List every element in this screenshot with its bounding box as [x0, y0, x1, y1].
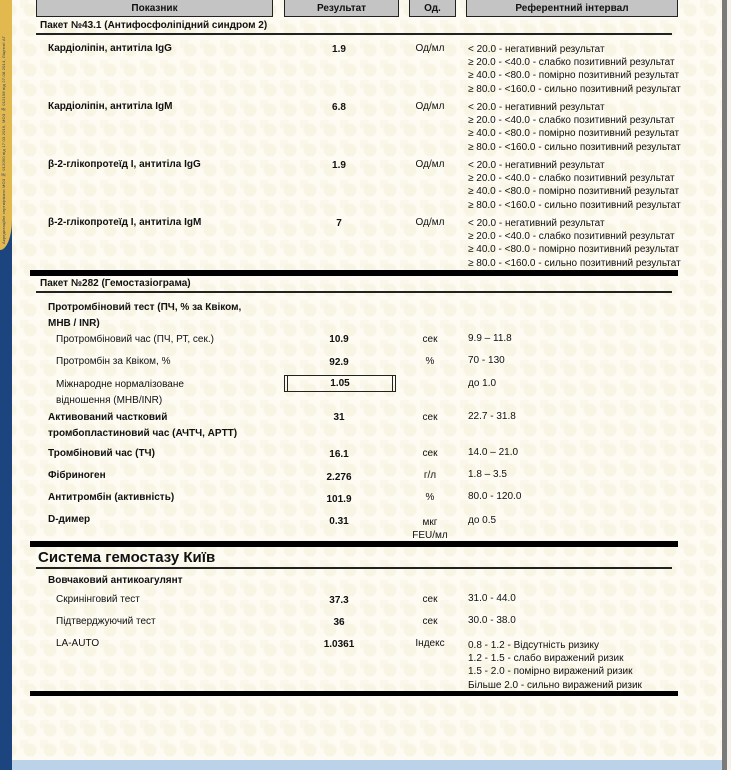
- reference-interval: 9.9 – 11.8: [468, 333, 512, 344]
- test-result: 1.9: [332, 160, 346, 171]
- test-group-name: Вовчаковий антикоагулянт: [48, 575, 183, 586]
- test-unit: Од/мл: [415, 43, 445, 54]
- ref-line: ≥ 80.0 - <160.0 - сильно позитивний результат: [468, 257, 681, 269]
- reference-interval: 70 - 130: [468, 355, 505, 366]
- test-result: 37.3: [329, 595, 349, 606]
- reference-interval: 30.0 - 38.0: [468, 615, 516, 626]
- test-name: Тромбіновий час (ТЧ): [48, 448, 155, 459]
- test-result-flagged: 1.05: [284, 375, 396, 392]
- test-name: [48, 410, 237, 442]
- test-name: β-2-глікопротеїд I, антитіла IgM: [48, 217, 202, 228]
- test-name: Протромбіновий час (ПЧ, РТ, сек.): [56, 334, 214, 345]
- test-unit: Од/мл: [415, 101, 445, 112]
- unit-line: мкг: [422, 517, 438, 528]
- reference-interval: 1.8 – 3.5: [468, 469, 507, 480]
- test-unit: Індекс: [415, 638, 445, 649]
- test-name: Скринінговий тест: [56, 594, 140, 605]
- reference-interval: 22.7 - 31.8: [468, 411, 516, 422]
- package-title: Пакет №282 (Гемостазіограма): [40, 278, 191, 289]
- header-unit: Од.: [409, 0, 456, 17]
- test-result: 16.1: [329, 449, 349, 460]
- header-indicator: Показник: [36, 0, 273, 17]
- section-divider: [30, 270, 678, 276]
- reference-interval: [468, 159, 681, 212]
- test-result: 6.8: [332, 102, 346, 113]
- test-name-line: відношення (МНВ/INR): [56, 395, 163, 406]
- ref-line: ≥ 40.0 - <80.0 - помірно позитивний результат: [468, 186, 680, 198]
- test-name: LA-AUTO: [56, 638, 100, 649]
- reference-interval: [468, 43, 681, 96]
- test-unit: сек: [422, 412, 438, 423]
- ref-line: ≥ 40.0 - <80.0 - помірно позитивний результат: [468, 244, 680, 256]
- test-name: Кардіолiпін, антитіла IgM: [48, 101, 173, 112]
- divider: [36, 33, 672, 35]
- test-result: 101.9: [326, 494, 352, 505]
- reference-interval: [468, 217, 681, 270]
- test-unit: сек: [422, 594, 438, 605]
- divider: [36, 567, 672, 569]
- test-name: Протромбін за Квіком, %: [56, 356, 171, 367]
- ref-line: ≥ 40.0 - <80.0 - помірно позитивний результат: [468, 70, 680, 82]
- divider: [36, 291, 672, 293]
- reference-interval: до 0.5: [468, 515, 497, 526]
- test-unit: сек: [422, 334, 438, 345]
- test-unit: сек: [422, 616, 438, 627]
- accreditation-strip: [0, 0, 12, 770]
- test-result: 7: [336, 218, 342, 229]
- test-result: 10.9: [329, 334, 349, 345]
- ref-line: ≥ 20.0 - <40.0 - слабко позитивний результат: [468, 57, 675, 69]
- test-unit: [405, 516, 455, 542]
- reference-interval: [468, 639, 642, 692]
- test-unit: сек: [422, 448, 438, 459]
- header-result: Результат: [284, 0, 399, 17]
- ref-line: < 20.0 - негативний результат: [468, 160, 605, 171]
- test-result: 1.0361: [323, 639, 355, 650]
- test-name: Підтверджуючий тест: [56, 616, 156, 627]
- ref-line: ≥ 80.0 - <160.0 - сильно позитивний результат: [468, 83, 681, 95]
- test-result: 92.9: [329, 357, 349, 368]
- header-reference: Референтний інтервал: [466, 0, 678, 17]
- ref-line: ≥ 20.0 - <40.0 - слабко позитивний результат: [468, 231, 675, 243]
- ref-line: < 20.0 - негативний результат: [468, 218, 605, 229]
- test-unit: %: [425, 356, 435, 367]
- test-name-line: Активований частковий: [48, 412, 168, 423]
- test-unit: г/л: [423, 470, 437, 481]
- test-unit: Од/мл: [415, 159, 445, 170]
- ref-line: ≥ 80.0 - <160.0 - сильно позитивний результат: [468, 141, 681, 153]
- ref-line: ≥ 80.0 - <160.0 - сильно позитивний результат: [468, 199, 681, 211]
- test-name: D-димер: [48, 514, 91, 525]
- test-result: 36: [333, 617, 345, 628]
- test-group-name: [48, 300, 241, 332]
- section-divider: [30, 541, 678, 547]
- package-title: Пакет №43.1 (Антифосфоліпідний синдром 2): [40, 20, 268, 31]
- reference-interval: до 1.0: [468, 378, 497, 389]
- ref-line: ≥ 20.0 - <40.0 - слабко позитивний результат: [468, 173, 675, 185]
- test-name: Кардіолiпін, антитіла IgG: [48, 43, 172, 54]
- unit-line: FEU/мл: [412, 530, 448, 541]
- ref-line: ≥ 40.0 - <80.0 - помірно позитивний результат: [468, 128, 680, 140]
- group-name-line: МНВ / INR): [48, 318, 100, 329]
- test-unit: Од/мл: [415, 217, 445, 228]
- section-divider: [30, 691, 678, 696]
- reference-interval: 31.0 - 44.0: [468, 593, 516, 604]
- ref-line: < 20.0 - негативний результат: [468, 102, 605, 113]
- scrollbar-track[interactable]: [727, 0, 731, 770]
- reference-interval: 80.0 - 120.0: [468, 491, 522, 502]
- test-name: Фібриноген: [48, 470, 106, 481]
- test-name: β-2-глікопротеїд I, антитіла IgG: [48, 159, 201, 170]
- reference-interval: [468, 101, 681, 154]
- group-name-line: Протромбіновий тест (ПЧ, % за Квіком,: [48, 302, 242, 313]
- reference-interval: 14.0 – 21.0: [468, 447, 519, 458]
- bottom-bar: [12, 760, 722, 770]
- ref-line: 0.8 - 1.2 - Відсутність ризику: [468, 640, 600, 651]
- ref-line: 1.2 - 1.5 - слабо виражений ризик: [468, 653, 624, 665]
- scrollbar-thumb[interactable]: [722, 0, 727, 770]
- ref-line: 1.5 - 2.0 - помірно виражений ризик: [468, 666, 633, 678]
- test-name: Антитромбін (активність): [48, 492, 175, 503]
- accreditation-text: Акредитаційні сертифікати МОЗ № 012050 від 17.03.2016, МОЗ № 012158 від 27.08.2014, Ліцензії АГ: [1, 35, 6, 244]
- test-result: 1.9: [332, 44, 346, 55]
- test-result: 0.31: [329, 516, 349, 527]
- ref-line: < 20.0 - негативний результат: [468, 44, 605, 55]
- test-name-line: тромбопластиновий час (АЧТЧ, APTT): [48, 428, 238, 439]
- ref-line: ≥ 20.0 - <40.0 - слабко позитивний результат: [468, 115, 675, 127]
- system-title: Система гемостазу Київ: [38, 549, 216, 566]
- test-result: 2.276: [326, 472, 352, 483]
- test-name: [56, 377, 184, 409]
- test-name-line: Міжнародне нормалізоване: [56, 379, 184, 390]
- ref-line: Більше 2.0 - сильно виражений ризик: [468, 679, 642, 691]
- test-unit: %: [425, 492, 435, 503]
- test-result: 31: [333, 412, 345, 423]
